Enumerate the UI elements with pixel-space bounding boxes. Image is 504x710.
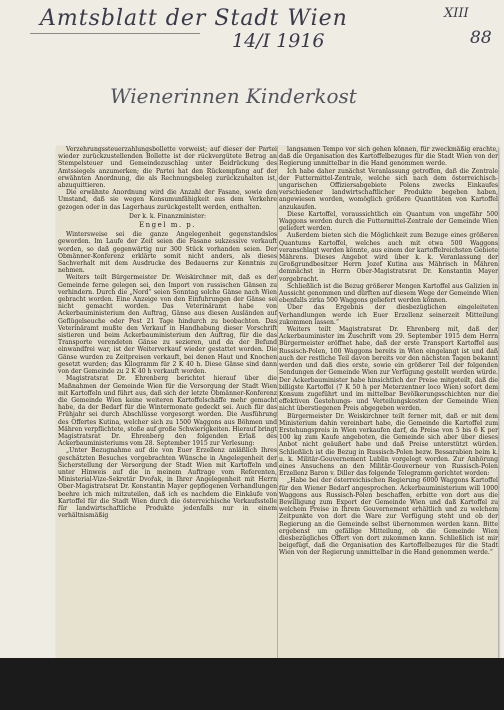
paragraph: Wintersweise sei die ganze Angelegenheit gegenstandslos geworden. Im Laufe der Zeit seien die Fasane sukzessive verkauft worden, so daß gegenwärtig nur 300 Stück vorhanden seien. Der Obmänner-Konferenz erklärte somit nicht anders, als dieses Sachverhalt mit dem Ausdrucke des Bedauerns zur Kenntnis zu nehmen. <box>58 231 277 275</box>
paragraph: „Unter Bezugnahme auf die von Euer Erzellenz anläßlich Ihres geschätzten Besuches vorgebrachten Wünsche in Angelegenheit der Sicherstellung der Versorgung der Stadt Wien mit Kartoffeln und unter Hinweis auf die in meinem Auftrage vom Referenten, Ministerial-Vize-Sekretär Dvořak, in Ihrer Angelegenheit mit Herrn Ober-Magistratsrat Dr. Konstantin Mayer gepflogenen Verhandlungen beehre ich mich mitzuteilen, daß ich es nachdem die Einkäufe von Kartoffel für die Stadt Wien durch die österreichische Verkaufsstelle für landwirtschaftliche Produkte jedenfalls nur in einem verhältnismäßig <box>58 447 277 520</box>
paragraph: langsamen Tempo vor sich gehen können, für zweckmäßig erachte, daß die Organisation des Kartoffelbezuges für die Stadt Wien von der Regierung unmittelbar in die Hand genommen werde. <box>279 146 498 168</box>
paragraph: Schließlich ist die Bezug größerer Mengen Kartoffel aus Galizien in Aussicht genommen und dürften auf diesem Wege der Gemeinde Wien ebenfalls zirka 500 Waggons geliefert werden können. <box>279 282 498 305</box>
paragraph: Weiters teilt Magistratsrat Dr. Ehrenberg mit, daß der Ackerbauminister im Zuschrift vom 29. September 1915 dem Herrn Bürgermeister eröffnet habe, daß der erste Transport Kartoffel aus Russisch-Polen, 100 Waggons bereits in Wien eingelangt ist und daß auch der restliche Teil davon bereits vor den nächsten Tagen bekannt werden und daß dies erste, sowie ein größerer Teil der folgenden Sendungen der Gemeinde Wien zur Verfügung gestellt werden würde. Der Ackerbauminister habe hinsichtlich der Preise mitgeteilt, daß die billigste Kartoffel (7 K 50 h per Meterzentner loco Wien) sofort dem Konsum zugeführt und im mittelbar Bevölkerungsschichten nur die effektiven Gestehungs- und Verteilungskosten der Gemeinde Wien nicht überstiegenen Preis abgegeben werden. <box>279 326 498 413</box>
scan-edge-strip <box>0 658 504 710</box>
paragraph: Weiters teilt Bürgermeister Dr. Weiskirchner mit, daß es der Gemeinde ferne gelegen sei, den Import von russischen Gänsen zu verhindern. Durch die „Nord“ seien Sonntag solche Gänse nach Wien gebracht worden. Eine Anzeige von den Einfuhrungen der Gänse sei nicht gemacht worden. Das Veterinäramt habe von Ackerbauministerium den Auftrag, Gänse aus diesen Ausländen auf Geflügelseuche oder Pest 21 Tage hindurch zu beobachten. Das Veterinäramt mußte den Verkauf in Handhabung dieser Vorschrift sistieren und beim Ackerbauministerium den Auftrag, für die das Transporte verendeten Gänse zu sezieren, und da der Befund einwandfrei war, ist der Weiterverkauf wieder gestattet worden. Die Gänse wurden zu Zeitpreisen verkauft, bei denen Haut und Knochen gesetzt wurden; das Kilogramm für 2 K 40 h. Diese Gänse sind dann von der Gemeinde zu 2 K 40 h verkauft worden. <box>58 274 277 376</box>
paragraph: Diese Kartoffel, voraussichtlich ein Quantum von ungefähr 500 Waggons werden durch die Futtermittel-Zentrale der Gemeinde Wien geliefert werden. <box>279 210 498 233</box>
signature-line: Engel m. p. <box>139 221 196 230</box>
newspaper-clipping <box>56 146 498 658</box>
handwritten-subject: Wienerinnen Kinderkost <box>110 84 357 108</box>
paragraph: Über das Ergebnis der diesbezüglichen eingeleiteten Verhandlungen werde ich Euer Erzellenz seinerzeit Mitteilung zukommen lassen.“ <box>279 304 498 326</box>
right-column <box>279 146 498 658</box>
folio-mark: XIII <box>444 6 469 21</box>
paragraph: Ich habe daher zunächst Veranlassung getroffen, daß die Zentrale der Futtermittel-Zentrale, welche sich nach dem österreichisch-ungarischen Offiziersabgebiete Polens zwecks Einkaufes verschiedener landwirtschaftlicher Produkte begeben haben, angewiesen worden, womöglich größere Quantitäten von Kartoffel anzukaufen. <box>279 167 498 211</box>
paragraph: Bürgermeister Dr. Weiskirchner teilt ferner mit, daß er mit dem Ministerium dahin vereinbart habe, die Gemeinde die Kartoffel zum Erstehungspreis in Wien verkaufen darf, da Preise von 5 bis 6 K per 100 kg zum Kaufe angeboten, die Gemeinde sich aber über dieses Anbot nicht geäußert habe und daß Preise unterstützt würden. Schließlich ist die Bezug in Russisch-Polen bezw. Bessarabien beim k. u. k. Militär-Gouvernement Lublin vorgelegt worden. Zur Anhörung eines Ansuchens an den Militär-Gouverneur von Russisch-Polen Erzellenz Baron v. Diller das folgende Telegramm gerichtet worden: <box>279 412 498 478</box>
centered-line: Der k. k. Finanzminister: <box>128 212 207 220</box>
paragraph: Außerdem bieten sich die Möglichkeit zum Bezuge eines größeren Quantums Kartoffel, welches auch mit etwa 500 Waggons veranschlagt werden könnte, aus einem der kartoffelreichsten Gebiete Mährens. Dieses Angebot wird über k. k. Veranlassung der Großgrundbesitzer Herrn Jozef Kutina aus Mährisch in Mähren demnächst in Herrn Ober-Magistratsrat Dr. Konstantin Mayer vorgebracht. <box>279 232 498 283</box>
title-underline <box>30 33 200 34</box>
column-divider <box>277 146 278 658</box>
paragraph: „Habe bei der österreichischen Regierung 6000 Waggons Kartoffel für den Wiener Bedarf angesprochen. Ackerbauministerium will 1000 Waggons aus Russisch-Polen beschaffen, erbitte von dort aus die Bewilligung zum Export der Gemeinde Wien und daß Kartoffel zu welchem Preise in Ihrem Gouvernement erhältlich und zu welchem Zeitpunkte von dort die Ware zur Verfügung steht und ob der Regierung an die Gemeinde selbst übernommen werden kann. Bitte ergebenst um gefällige Mitteilung, ob die Gemeinde Wien diesbezügliches Offert von dort zukommen kann. Schließlich ist mir beigefügt, daß die Organisation des Kartoffelbezuges für die Stadt Wien von der Regierung unmittelbar in die Hand genommen werde.“ <box>279 477 498 557</box>
paragraph: Die erwähnte Anordnung wird die Anzahl der Fasane, sowie den Umstand, daß sie wegen Konsumunfähigkeit aus dem Verkehre gezogen oder in das Lagerhaus zurückgestellt werden, enthalten. <box>58 189 277 211</box>
page-number: 88 <box>470 28 492 48</box>
paragraph: Magistratsrat Dr. Ehrenberg berichtet hierauf über die Maßnahmen der Gemeinde Wien für die Versorgung der Stadt Wien mit Kartoffeln und führt aus, daß sich der letzte Obmänner-Konferenz die Gemeinde Wien keine weiteren Kartoffelschäffe mehr gemacht habe, da der Bedarf für die Wintermonate gedeckt sei. Auch für das Frühjahr sei durch Abschlüsse vorgesorgt worden. Die Ausführung des Offertes Kutina, welcher sich zu 1500 Waggons aus Böhmen und Mähren verpflichtete, stoße auf große Schwierigkeiten. Hierauf bringt Magistratsrat Dr. Ehrenberg den folgenden Erlaß des Ackerbauministeriums vom 28. September 1915 zur Verlesung: <box>58 375 277 448</box>
handwritten-title: Amtsblatt der Stadt Wien <box>40 6 348 31</box>
paragraph: Verzehrungssteuerzahlungsbollette vorweist; auf dieser der Partei wieder zurückzustellenden Bollette ist der rückvergütete Betrag an Stempelsteuer und Gemeindezuschlag unter Beidrückung des Amtssiegels anzumerken; die Partei hat den Rückempfang auf der erwähnten Anordnung, die als Rechnungsbeleg zurückzuhalten ist, abzuquittieren. <box>58 146 277 190</box>
handwritten-date: 14/I 1916 <box>232 30 325 52</box>
left-column <box>58 146 277 658</box>
